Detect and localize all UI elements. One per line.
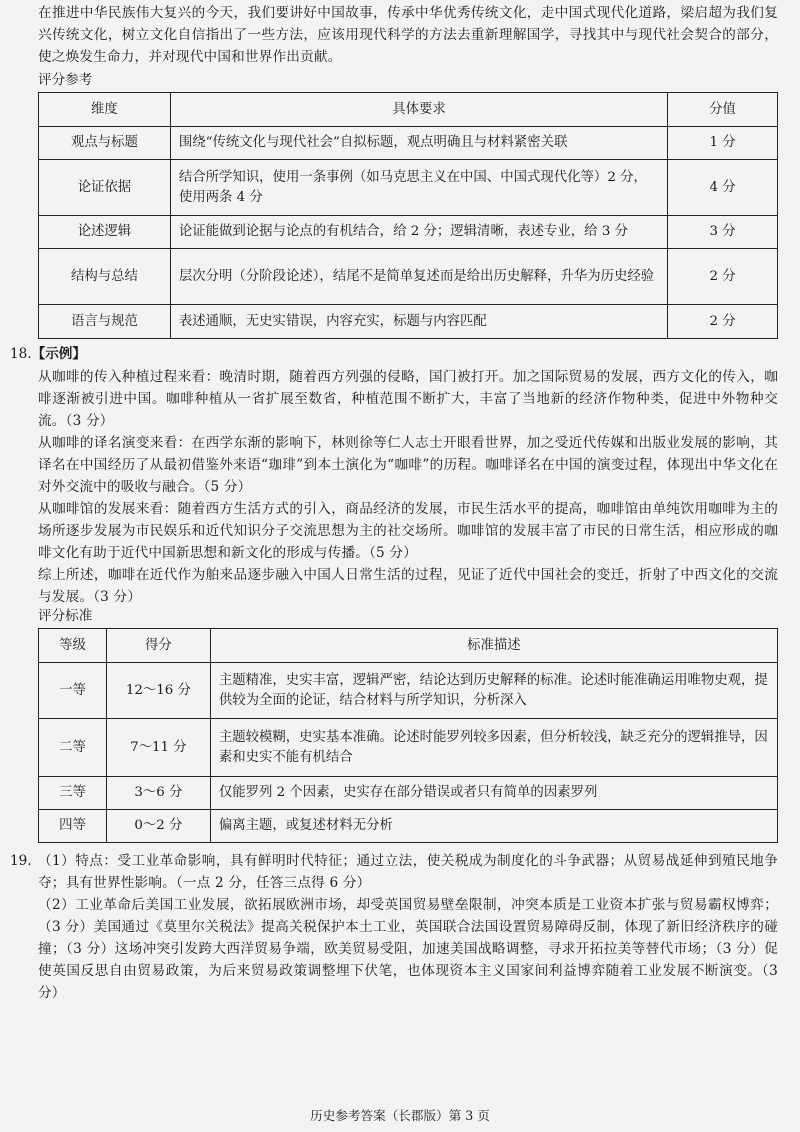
dimension-cell: 结构与总结 — [39, 249, 171, 305]
dimension-cell: 论述逻辑 — [39, 216, 171, 249]
question-18-number: 18.【示例】 — [10, 346, 86, 362]
header-score: 分值 — [668, 93, 778, 127]
table-header-row — [39, 93, 778, 127]
question-19-number: 19. — [10, 853, 32, 869]
score-cell: 1 分 — [668, 127, 778, 160]
requirement-cell: 围绕“传统文化与现代社会”自拟标题，观点明确且与材料紧密关联 — [170, 127, 667, 160]
grading-standard-table — [38, 628, 778, 843]
score-cell: 0～2 分 — [106, 810, 210, 843]
requirement-cell: 论证能做到论据与论点的有机结合，给 2 分；逻辑清晰，表述专业，给 3 分 — [170, 216, 667, 249]
page-footer: 历史参考答案（长郡版）第 3 页 — [310, 1108, 490, 1123]
table-header-row — [39, 629, 778, 663]
scoring-reference-table — [38, 92, 778, 339]
table-row — [39, 127, 778, 160]
requirement-cell: 表述通顺，无史实错误，内容充实，标题与内容匹配 — [170, 305, 667, 339]
table-row — [39, 216, 778, 249]
dimension-cell: 论证依据 — [39, 160, 171, 216]
q18-paragraph-4: 综上所述，咖啡在近代作为舶来品逐步融入中国人日常生活的过程，见证了近代中国社会的变迁，折射了中西文化的交流与发展。（3 分） — [38, 567, 778, 605]
table1-label: 评分参考 — [38, 72, 93, 88]
header-grade: 等级 — [39, 629, 107, 663]
description-cell: 偏离主题，或复述材料无分析 — [210, 810, 777, 843]
header-dimension: 维度 — [39, 93, 171, 127]
score-cell: 3～6 分 — [106, 777, 210, 810]
intro-paragraph: 在推进中华民族伟大复兴的今天，我们要讲好中国故事，传承中华优秀传统文化，走中国式现代化道路，梁启超为我们复兴传统文化，树立文化自信指出了一些方法，应该用现代科学的方法去重新理解国学，寻找其中与现代社会契合的部分，使之焕发生命力，并对现代中国和世界作出贡献。 — [38, 5, 778, 65]
score-cell: 3 分 — [668, 216, 778, 249]
table-row — [39, 777, 778, 810]
requirement-cell: 层次分明（分阶段论述），结尾不是简单复述而是给出历史解释，升华为历史经验 — [170, 249, 667, 305]
q18-paragraph-2: 从咖啡的译名演变来看：在西学东渐的影响下，林则徐等仁人志士开眼看世界，加之受近代传媒和出版业发展的影响，其译名在中国经历了从最初借鉴外来语“珈琲”到本土演化为“咖啡”的历程。咖啡译名在中国的演变过程，体现出中华文化在对外交流中的吸收与融合。（5 分） — [38, 435, 778, 495]
table2-label: 评分标准 — [38, 608, 93, 624]
q19-part-2: （2）工业革命后美国工业发展，欲拓展欧洲市场，却受英国贸易壁垒限制，冲突本质是工业资本扩张与贸易霸权博弈；（3 分）美国通过《莫里尔关税法》提高关税保护本土工业，英国联合法国设置贸易障碍反制，体现了新旧经济秩序的碰撞；（3 分）这场冲突引发跨大西洋贸易争端，欧美贸易受阻，加速美国战略调整，寻求开拓拉美等替代市场；（3 分）促使英国反思自由贸易政策，为后来贸易政策调整埋下伏笔，也体现资本主义国家间利益博弈随着工业发展不断演变。（3 分） — [38, 897, 779, 1001]
table-row — [39, 160, 778, 216]
score-cell: 2 分 — [668, 249, 778, 305]
table-row — [39, 810, 778, 843]
q18-paragraph-3: 从咖啡馆的发展来看：随着西方生活方式的引入，商品经济的发展，市民生活水平的提高，咖啡馆由单纯饮用咖啡为主的场所逐步发展为市民娱乐和近代知识分子交流思想为主的社交场所。咖啡馆的发展丰富了市民的日常生活，相应形成的咖啡文化有助于近代中国新思想和新文化的形成与传播。（5 分） — [38, 501, 778, 561]
grade-cell: 四等 — [39, 810, 107, 843]
example-heading: 【示例】 — [31, 346, 86, 362]
dimension-cell: 观点与标题 — [39, 127, 171, 160]
q18-paragraph-1: 从咖啡的传入种植过程来看：晚清时期，随着西方列强的侵略，国门被打开。加之国际贸易的发展，西方文化的传入，咖啡逐渐被引进中国。咖啡种植从一省扩展至数省，种植范围不断扩大，丰富了当地新的经济作物种类，促进中外物种交流。（3 分） — [38, 369, 778, 429]
score-cell: 12～16 分 — [106, 663, 210, 719]
score-cell: 2 分 — [668, 305, 778, 339]
table-row — [39, 305, 778, 339]
requirement-cell: 结合所学知识，使用一条事例（如马克思主义在中国、中国式现代化等）2 分，使用两条 4 分 — [170, 160, 667, 216]
description-cell: 主题较模糊，史实基本准确。论述时能罗列较多因素，但分析较浅，缺乏充分的逻辑推导，因素和史实不能有机结合 — [210, 719, 777, 777]
table-row — [39, 249, 778, 305]
grade-cell: 三等 — [39, 777, 107, 810]
grade-cell: 二等 — [39, 719, 107, 777]
description-cell: 主题精准，史实丰富，逻辑严密，结论达到历史解释的标准。论述时能准确运用唯物史观，提供较为全面的论证，结合材料与所学知识，分析深入 — [210, 663, 777, 719]
header-score: 得分 — [106, 629, 210, 663]
grade-cell: 一等 — [39, 663, 107, 719]
header-description: 标准描述 — [210, 629, 777, 663]
score-cell: 7～11 分 — [106, 719, 210, 777]
header-requirement: 具体要求 — [170, 93, 667, 127]
table-row — [39, 663, 778, 719]
description-cell: 仅能罗列 2 个因素，史实存在部分错误或者只有简单的因素罗列 — [210, 777, 777, 810]
table-row — [39, 719, 778, 777]
dimension-cell: 语言与规范 — [39, 305, 171, 339]
q19-part-1: （1）特点：受工业革命影响，具有鲜明时代特征；通过立法，使关税成为制度化的斗争武器；从贸易战延伸到殖民地争夺；具有世界性影响。（一点 2 分，任答三点得 6 分） — [38, 853, 778, 891]
score-cell: 4 分 — [668, 160, 778, 216]
